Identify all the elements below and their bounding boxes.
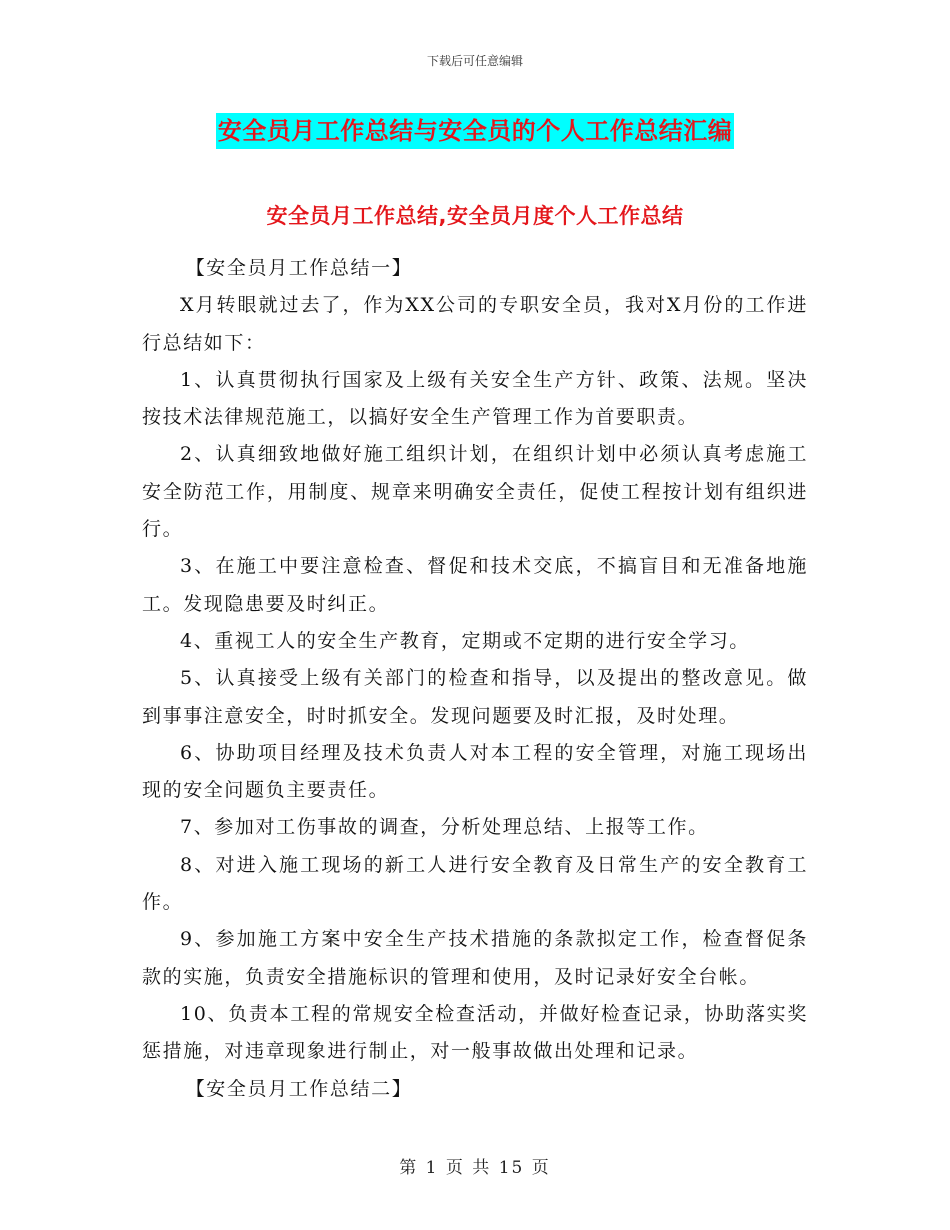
main-title: 安全员月工作总结与安全员的个人工作总结汇编 [216, 113, 735, 149]
header-note: 下载后可任意编辑 [426, 54, 523, 68]
paragraph: X月转眼就过去了，作为XX公司的专职安全员，我对X月份的工作进行总结如下： [142, 294, 808, 354]
paragraph: 1、认真贯彻执行国家及上级有关安全生产方针、政策、法规。坚决按技术法律规范施工，以搞好安全生产管理工作为首要职责。 [142, 368, 808, 429]
paragraph: 8、对进入施工现场的新工人进行安全教育及日常生产的安全教育工作。 [142, 853, 808, 914]
paragraph: 4、重视工人的安全生产教育，定期或不定期的进行安全学习。 [180, 629, 750, 652]
section-heading: 【安全员月工作总结二】 [185, 1077, 413, 1100]
paragraph: 6、协助项目经理及技术负责人对本工程的安全管理，对施工现场出现的安全问题负主要责任。 [142, 741, 808, 802]
paragraph: 7、参加对工伤事故的调查，分析处理总结、上报等工作。 [180, 816, 709, 839]
paragraph: 2、认真细致地做好施工组织计划，在组织计划中必须认真考虑施工安全防范工作，用制度、规章来明确安全责任，促使工程按计划有组织进行。 [142, 443, 808, 541]
paragraph: 3、在施工中要注意检查、督促和技术交底，不搞盲目和无准备地施工。发现隐患要及时纠正。 [142, 555, 808, 615]
paragraph: 5、认真接受上级有关部门的检查和指导，以及提出的整改意见。做到事事注意安全，时时抓安全。发现问题要及时汇报，及时处理。 [142, 667, 808, 727]
document-body [142, 250, 808, 1108]
paragraph: 9、参加施工方案中安全生产技术措施的条款拟定工作，检查督促条款的实施，负责安全措施标识的管理和使用，及时记录好安全台帐。 [142, 928, 808, 988]
page-footer: 第 1 页 共 15 页 [399, 1158, 551, 1178]
main-title-container [0, 113, 950, 149]
paragraph: 10、负责本工程的常规安全检查活动，并做好检查记录，协助落实奖惩措施，对违章现象进行制止，对一般事故做出处理和记录。 [142, 1002, 808, 1063]
sub-title: 安全员月工作总结,安全员月度个人工作总结 [266, 204, 684, 228]
section-heading: 【安全员月工作总结一】 [185, 257, 413, 279]
